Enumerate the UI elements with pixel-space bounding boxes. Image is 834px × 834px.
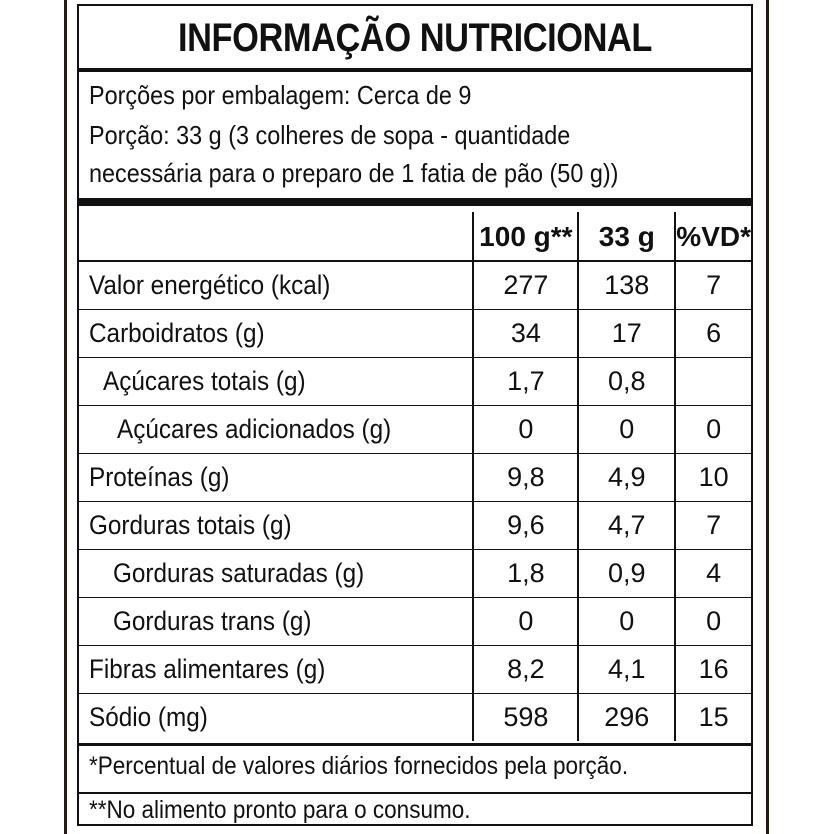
value-per-portion: 4,7 bbox=[578, 502, 675, 550]
servings-per-package: Porções por embalagem: Cerca de 9 bbox=[89, 80, 472, 110]
daily-value-percent: 4 bbox=[675, 550, 751, 598]
daily-value-percent: 10 bbox=[675, 454, 751, 502]
daily-value-percent: 7 bbox=[675, 502, 751, 550]
nutrient-name-text: Fibras alimentares (g) bbox=[89, 654, 326, 684]
nutrient-name-text: Gorduras totais (g) bbox=[89, 510, 292, 540]
value-per-portion: 4,1 bbox=[578, 646, 675, 694]
nutrient-name-text: Proteínas (g) bbox=[89, 462, 230, 492]
nutrient-row bbox=[79, 358, 751, 406]
nutrient-row bbox=[79, 406, 751, 454]
nutrition-table-frame bbox=[77, 4, 753, 826]
nutrient-name-text: Valor energético (kcal) bbox=[89, 270, 331, 300]
nutrient-name bbox=[79, 406, 473, 454]
nutrient-row bbox=[79, 502, 751, 550]
nutrient-name bbox=[79, 502, 473, 550]
header-vd: %VD* bbox=[675, 212, 751, 261]
nutrient-name-text: Sódio (mg) bbox=[89, 702, 208, 732]
nutrient-name bbox=[79, 694, 473, 742]
value-per-portion: 17 bbox=[578, 310, 675, 358]
value-per-100g: 8,2 bbox=[473, 646, 578, 694]
nutrient-row bbox=[79, 550, 751, 598]
header-row bbox=[79, 212, 751, 261]
value-per-100g: 0 bbox=[473, 406, 578, 454]
nutrient-name bbox=[79, 310, 473, 358]
nutrient-name-text: Gorduras trans (g) bbox=[113, 606, 312, 636]
value-per-portion: 0 bbox=[578, 598, 675, 646]
daily-value-percent: 0 bbox=[675, 598, 751, 646]
value-per-100g: 9,6 bbox=[473, 502, 578, 550]
thick-divider bbox=[79, 198, 751, 206]
value-per-100g: 1,7 bbox=[473, 358, 578, 406]
daily-value-percent: 16 bbox=[675, 646, 751, 694]
nutrient-name bbox=[79, 550, 473, 598]
nutrient-name bbox=[79, 358, 473, 406]
serving-size-detail: necessária para o preparo de 1 fatia de pão (50 g)) bbox=[89, 158, 619, 188]
header-portion: 33 g bbox=[578, 212, 675, 261]
nutrient-row bbox=[79, 310, 751, 358]
value-per-portion: 0 bbox=[578, 406, 675, 454]
value-per-100g: 598 bbox=[473, 694, 578, 742]
daily-value-percent: 15 bbox=[675, 694, 751, 742]
daily-value-percent: 6 bbox=[675, 310, 751, 358]
label-edge-right bbox=[766, 0, 769, 834]
serving-size: Porção: 33 g (3 colheres de sopa - quantidade bbox=[89, 120, 571, 150]
nutrient-row bbox=[79, 694, 751, 742]
nutrient-name-text: Carboidratos (g) bbox=[89, 318, 265, 348]
daily-value-percent: 0 bbox=[675, 406, 751, 454]
value-per-100g: 277 bbox=[473, 261, 578, 310]
footnote-divider bbox=[79, 792, 751, 794]
value-per-100g: 9,8 bbox=[473, 454, 578, 502]
value-per-portion: 138 bbox=[578, 261, 675, 310]
nutrient-name bbox=[79, 261, 473, 310]
value-per-portion: 296 bbox=[578, 694, 675, 742]
nutrient-row bbox=[79, 598, 751, 646]
header-blank bbox=[79, 212, 473, 261]
nutrient-name-text: Açúcares adicionados (g) bbox=[117, 414, 392, 444]
label-title: INFORMAÇÃO NUTRICIONAL bbox=[177, 16, 652, 60]
header-100g: 100 g** bbox=[473, 212, 578, 261]
value-per-100g: 0 bbox=[473, 598, 578, 646]
value-per-portion: 0,8 bbox=[578, 358, 675, 406]
nutrition-label bbox=[67, 0, 766, 834]
nutrient-name bbox=[79, 646, 473, 694]
nutrient-name-text: Açúcares totais (g) bbox=[103, 366, 306, 396]
nutrient-row bbox=[79, 261, 751, 310]
nutrient-name bbox=[79, 598, 473, 646]
title-divider bbox=[79, 68, 751, 72]
nutrient-row bbox=[79, 454, 751, 502]
value-per-100g: 34 bbox=[473, 310, 578, 358]
nutrient-name-text: Gorduras saturadas (g) bbox=[113, 558, 365, 588]
nutrient-row bbox=[79, 646, 751, 694]
daily-value-percent bbox=[675, 358, 751, 406]
nutrient-name bbox=[79, 454, 473, 502]
daily-value-percent: 7 bbox=[675, 261, 751, 310]
footnote-vd: *Percentual de valores diários fornecidos pela porção. bbox=[89, 752, 629, 780]
table-bottom-divider bbox=[79, 743, 751, 746]
value-per-portion: 4,9 bbox=[578, 454, 675, 502]
value-per-100g: 1,8 bbox=[473, 550, 578, 598]
footnote-ready-to-eat: **No alimento pronto para o consumo. bbox=[89, 796, 471, 824]
nutrient-table bbox=[79, 212, 751, 741]
value-per-portion: 0,9 bbox=[578, 550, 675, 598]
